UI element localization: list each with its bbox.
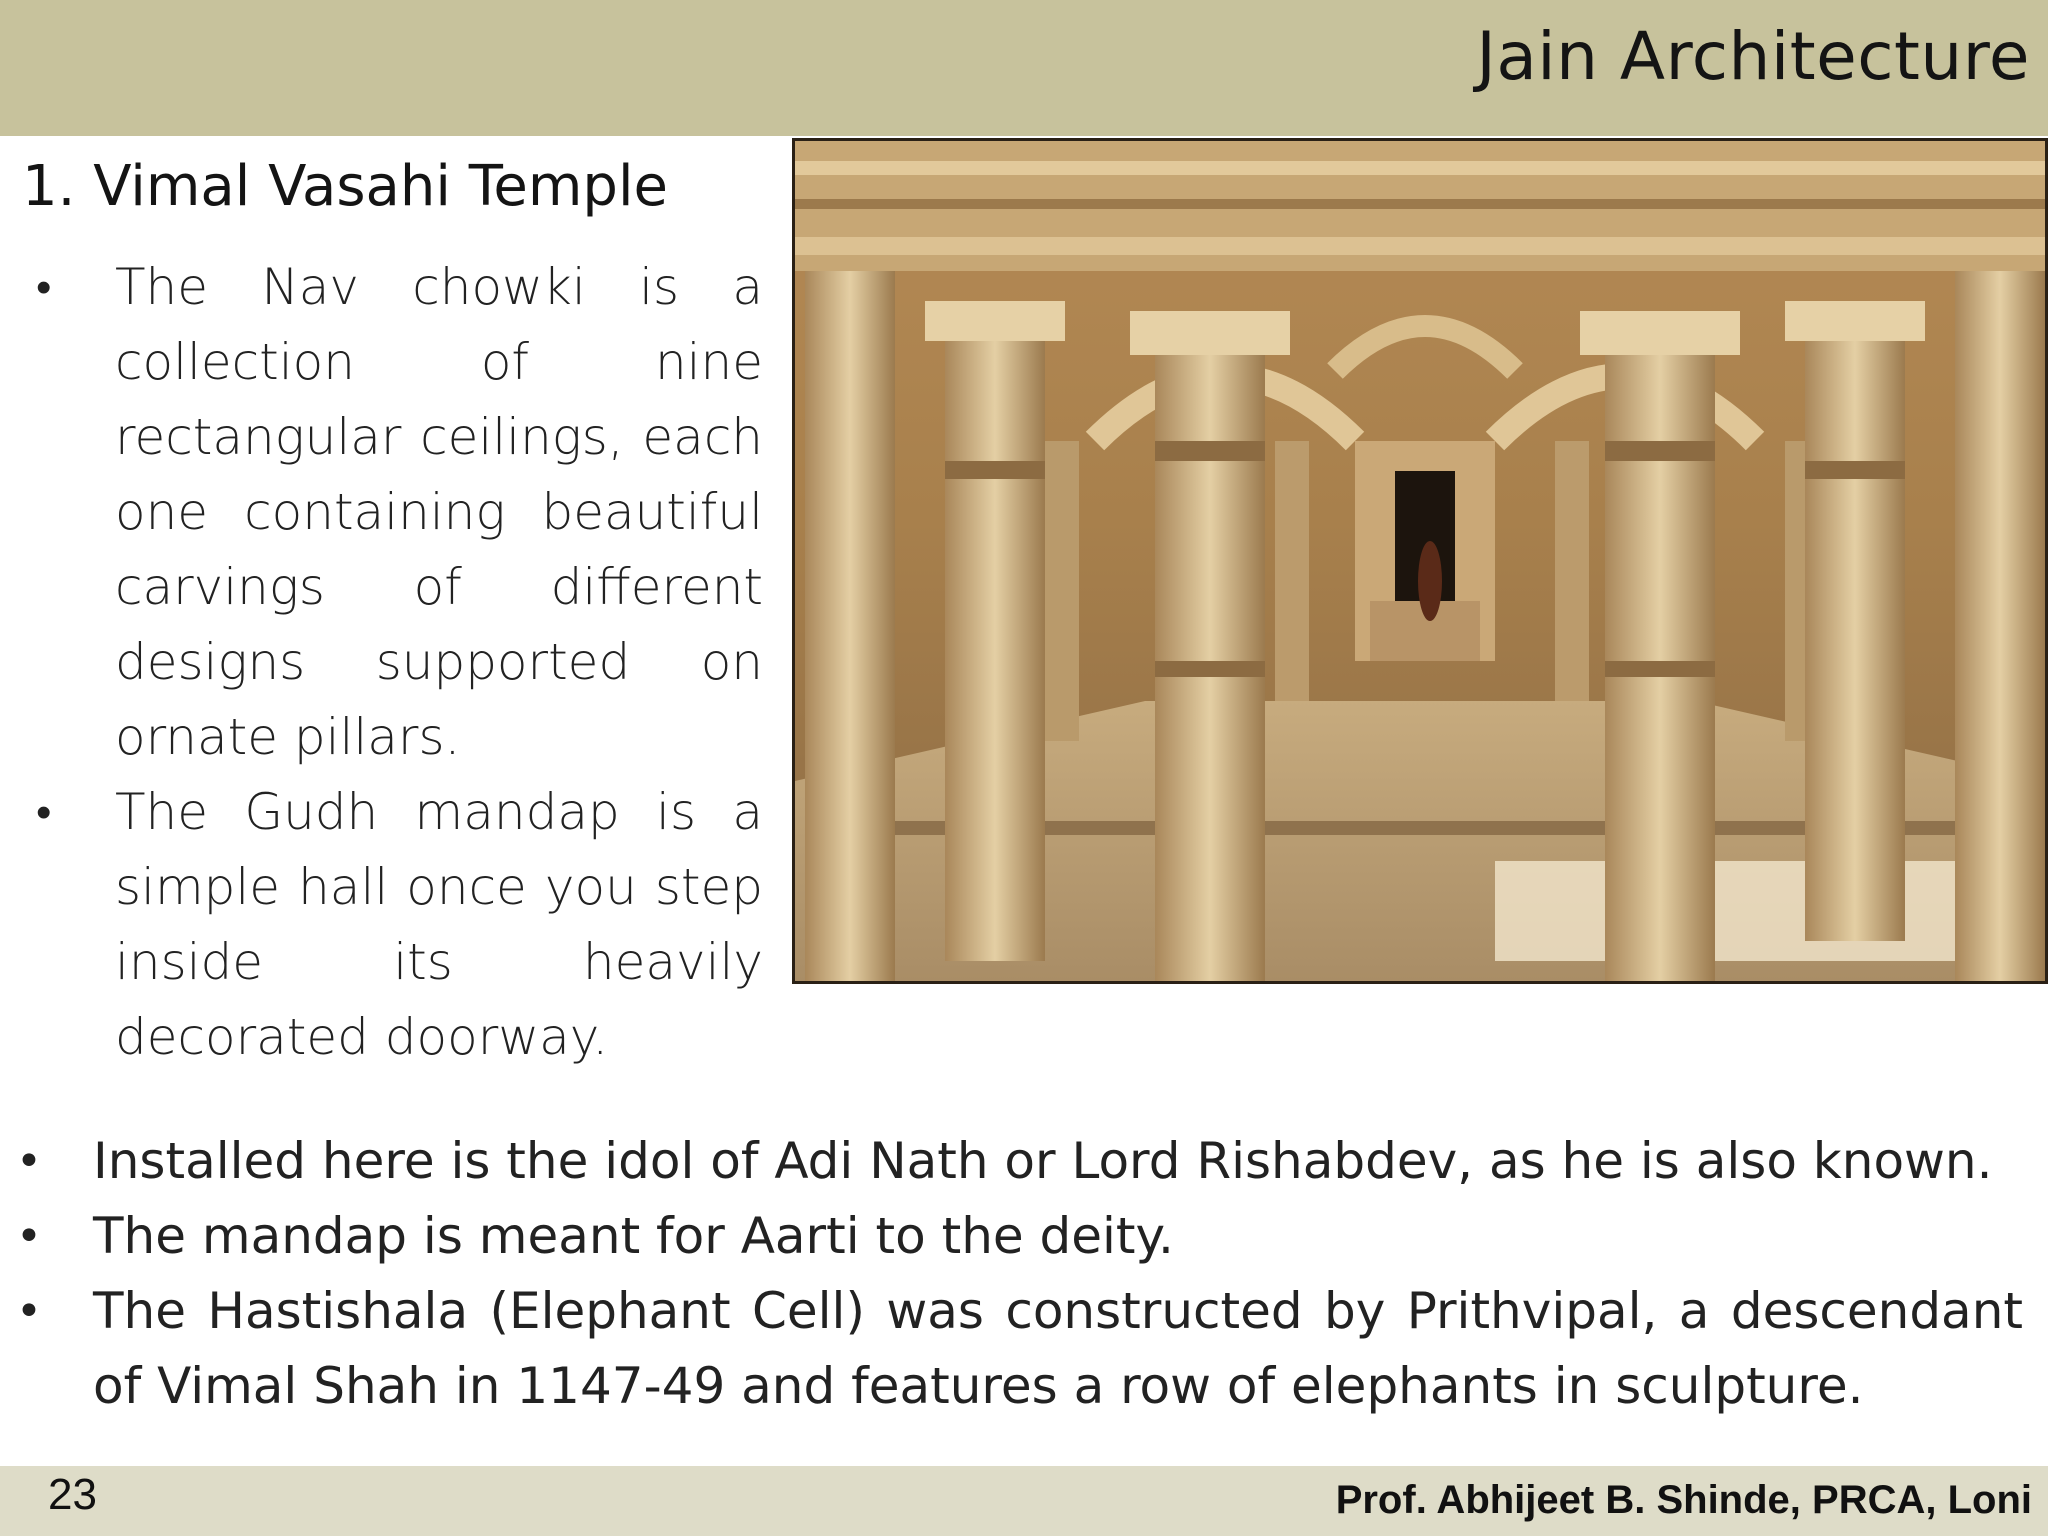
bullet-text: The Hastishala (Elephant Cell) was constructed by Prithvipal, a descendant of Vimal Shah in 1147-49 and features a row of elephants in sculpture. [93,1282,2023,1415]
bullet-item [0,1124,2023,1199]
bullet-marker: • [16,1286,42,1337]
left-bullet-list [0,250,770,1075]
bullet-text: The mandap is meant for Aarti to the deity. [93,1207,1174,1265]
bullet-marker: • [16,1211,42,1262]
page-number: 23 [48,1470,97,1519]
bullet-marker: • [36,262,52,313]
bullet-item [0,775,763,1075]
temple-interior-photo [792,138,2048,984]
bullet-text: Installed here is the idol of Adi Nath or Lord Rishabdev, as he is also known. [93,1132,1993,1190]
bottom-bullet-list [0,1124,2048,1424]
bullet-text: The Nav chowki is a collection of nine rectangular ceilings, each one containing beautiful carvings of different designs supported on ornate pillars. [115,258,763,766]
section-heading: 1. Vimal Vasahi Temple [22,154,668,219]
bullet-item [0,1199,2023,1274]
bullet-marker: • [16,1136,42,1187]
slide-title: Jain Architecture [1476,18,2030,95]
author-credit: Prof. Abhijeet B. Shinde, PRCA, Loni [1335,1478,2032,1522]
bullet-item [0,1274,2023,1424]
bullet-text: The Gudh mandap is a simple hall once you step inside its heavily decorated doorway. [115,783,763,1066]
bullet-marker: • [36,787,52,838]
bullet-item [0,250,763,775]
